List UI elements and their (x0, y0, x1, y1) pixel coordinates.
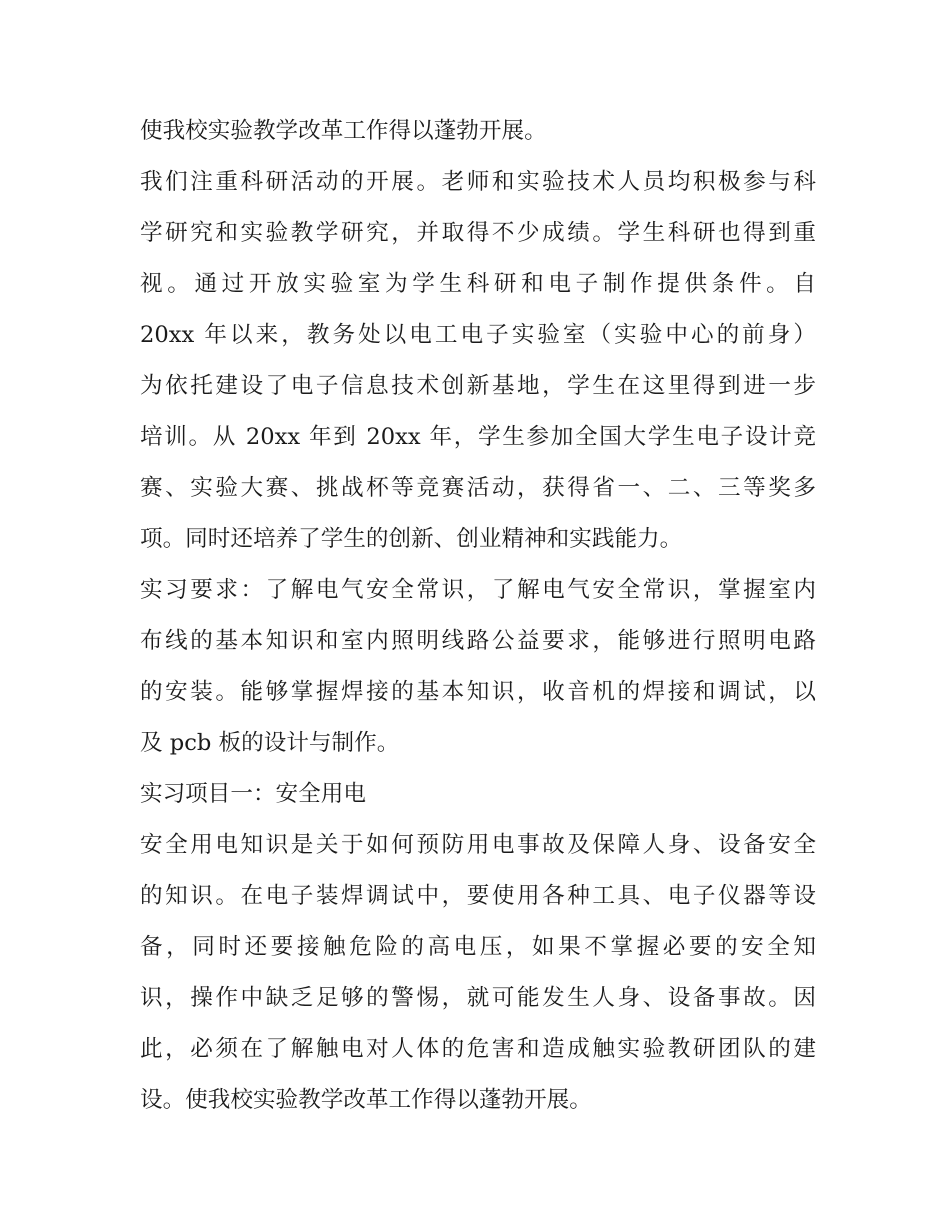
text-line: 为依托建设了电子信息技术创新基地，学生在这里得到进一步 (140, 373, 816, 399)
text-line: 培训。从 20xx 年到 20xx 年，学生参加全国大学生电子设计竞 (140, 424, 816, 450)
text-line: 及 pcb 板的设计与制作。 (140, 730, 400, 756)
text-line: 项。同时还培养了学生的创新、创业精神和实践能力。 (140, 526, 683, 552)
section-heading: 实习项目一：安全用电 (140, 781, 366, 807)
text-line: 此，必须在了解触电对人体的危害和造成触实验教研团队的建 (140, 1036, 816, 1062)
text-line: 布线的基本知识和室内照明线路公益要求，能够进行照明电路 (140, 628, 816, 654)
text-line: 20xx 年以来，教务处以电工电子实验室（实验中心的前身） (140, 322, 816, 348)
text-line: 使我校实验教学改革工作得以蓬勃开展。 (140, 118, 547, 144)
text-line: 实习要求：了解电气安全常识，了解电气安全常识，掌握室内 (140, 577, 816, 603)
text-line: 备，同时还要接触危险的高电压，如果不掌握必要的安全知 (140, 934, 816, 960)
text-line: 赛、实验大赛、挑战杯等竞赛活动，获得省一、二、三等奖多 (140, 475, 816, 501)
text-line: 识，操作中缺乏足够的警惕，就可能发生人身、设备事故。因 (140, 985, 816, 1011)
text-line: 设。使我校实验教学改革工作得以蓬勃开展。 (140, 1087, 592, 1113)
text-line: 安全用电知识是关于如何预防用电事故及保障人身、设备安全 (140, 832, 816, 858)
text-line: 学研究和实验教学研究，并取得不少成绩。学生科研也得到重 (140, 220, 816, 246)
text-line: 的安装。能够掌握焊接的基本知识，收音机的焊接和调试，以 (140, 679, 816, 705)
text-line: 我们注重科研活动的开展。老师和实验技术人员均积极参与科 (140, 169, 816, 195)
body-text (140, 106, 816, 1126)
text-line: 的知识。在电子装焊调试中，要使用各种工具、电子仪器等设 (140, 883, 816, 909)
text-line: 视。通过开放实验室为学生科研和电子制作提供条件。自 (140, 271, 816, 297)
